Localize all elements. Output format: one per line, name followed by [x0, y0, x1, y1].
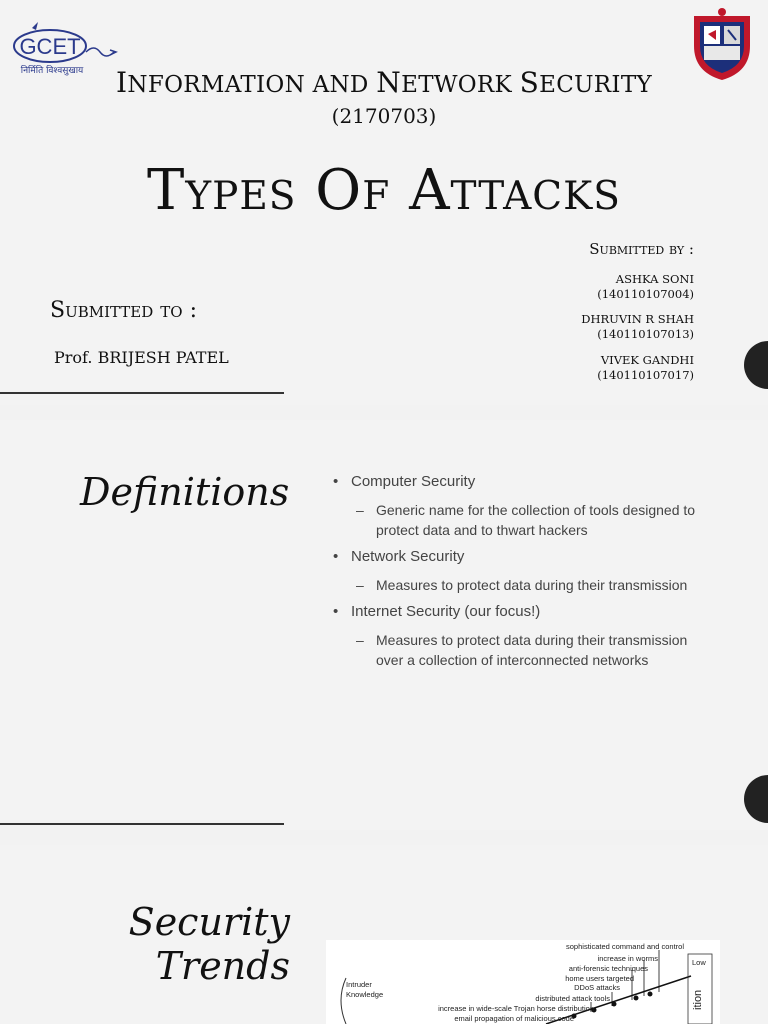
security-trends-title: [0, 900, 290, 988]
sub-bullet-line: over a collection of interconnected networks: [376, 652, 649, 668]
submitted-to-label: Submitted to :: [50, 298, 197, 323]
sub-bullet-line: Measures to protect data during their transmission: [376, 632, 688, 648]
course-title-initial-2: N: [376, 66, 402, 99]
member-3: [597, 353, 694, 383]
chart-side-text: ition: [692, 989, 704, 1010]
chart-label: distributed attack tools: [535, 994, 610, 1003]
chart-label: increase in worms: [597, 954, 658, 963]
logo-tagline: निर्मिति विश्वसुखाय: [20, 66, 84, 76]
member-2: [581, 312, 694, 342]
bullet-computer-security: • Computer Security: [333, 473, 476, 490]
member-name: ASHKA SONI: [615, 272, 694, 286]
sub-bullet-internet-security: – Measures to protect data during their transmission over a collection of interconnected networks: [356, 630, 716, 670]
chart-label: email propagation of malicious code: [454, 1014, 574, 1023]
submitted-by-label: Submitted by :: [589, 240, 694, 258]
member-id: (140110107013): [597, 327, 694, 341]
bullet-internet-security: • Internet Security (our focus!): [333, 603, 541, 620]
definitions-title: Definitions: [80, 470, 290, 514]
sub-bullet-computer-security: – Generic name for the collection of tools designed to protect data and to thwart hackers: [356, 500, 716, 540]
course-title-part-3: ECURITY: [539, 72, 652, 98]
sub-bullet-line: Generic name for the collection of tools designed to: [376, 502, 696, 518]
bullet-text: Computer Security: [351, 473, 476, 490]
course-code: (2170703): [331, 104, 437, 128]
chart-left-label: Intruder: [346, 980, 372, 989]
title-line-1: Security: [128, 900, 290, 944]
chart-left-label: Knowledge: [346, 990, 384, 999]
member-name: VIVEK GANDHI: [600, 353, 694, 367]
sub-bullet-network-security: – Measures to protect data during their transmission: [356, 577, 688, 593]
course-title-part-1: NFORMATION AND: [127, 72, 377, 98]
member-id: (140110107004): [597, 287, 694, 301]
bullet-text: Network Security: [351, 548, 465, 565]
slide2-divider: [0, 823, 284, 825]
sub-bullet-line: Measures to protect data during their transmission: [376, 577, 688, 593]
slide1-divider: [0, 392, 284, 394]
member-name: DHRUVIN R SHAH: [581, 312, 694, 326]
chart-label: home users targeted: [565, 974, 634, 983]
security-trends-figure: [326, 940, 720, 1024]
chart-right-label: Low: [692, 958, 706, 967]
bullet-network-security: • Network Security: [333, 548, 465, 565]
sub-bullet-line: protect data and to thwart hackers: [376, 522, 588, 538]
chart-label: anti-forensic techniques: [568, 964, 648, 973]
course-title-part-2: ETWORK: [401, 72, 520, 98]
professor-name: Prof. BRIJESH PATEL: [54, 348, 229, 367]
chart-label: DDoS attacks: [574, 983, 620, 992]
bullet-text: Internet Security (our focus!): [351, 603, 541, 620]
course-title: [0, 66, 768, 99]
presentation-title: Types Of Attacks: [146, 158, 621, 223]
course-title-initial-1: I: [116, 66, 128, 99]
title-line-2: Trends: [155, 944, 290, 988]
course-title-initial-3: S: [519, 66, 540, 99]
member-1: [597, 272, 694, 302]
member-id: (140110107017): [597, 368, 694, 382]
chart-label: increase in wide-scale Trojan horse distribution: [438, 1004, 594, 1013]
chart-label: sophisticated command and control: [566, 942, 684, 951]
logo-text: GCET: [19, 34, 81, 59]
